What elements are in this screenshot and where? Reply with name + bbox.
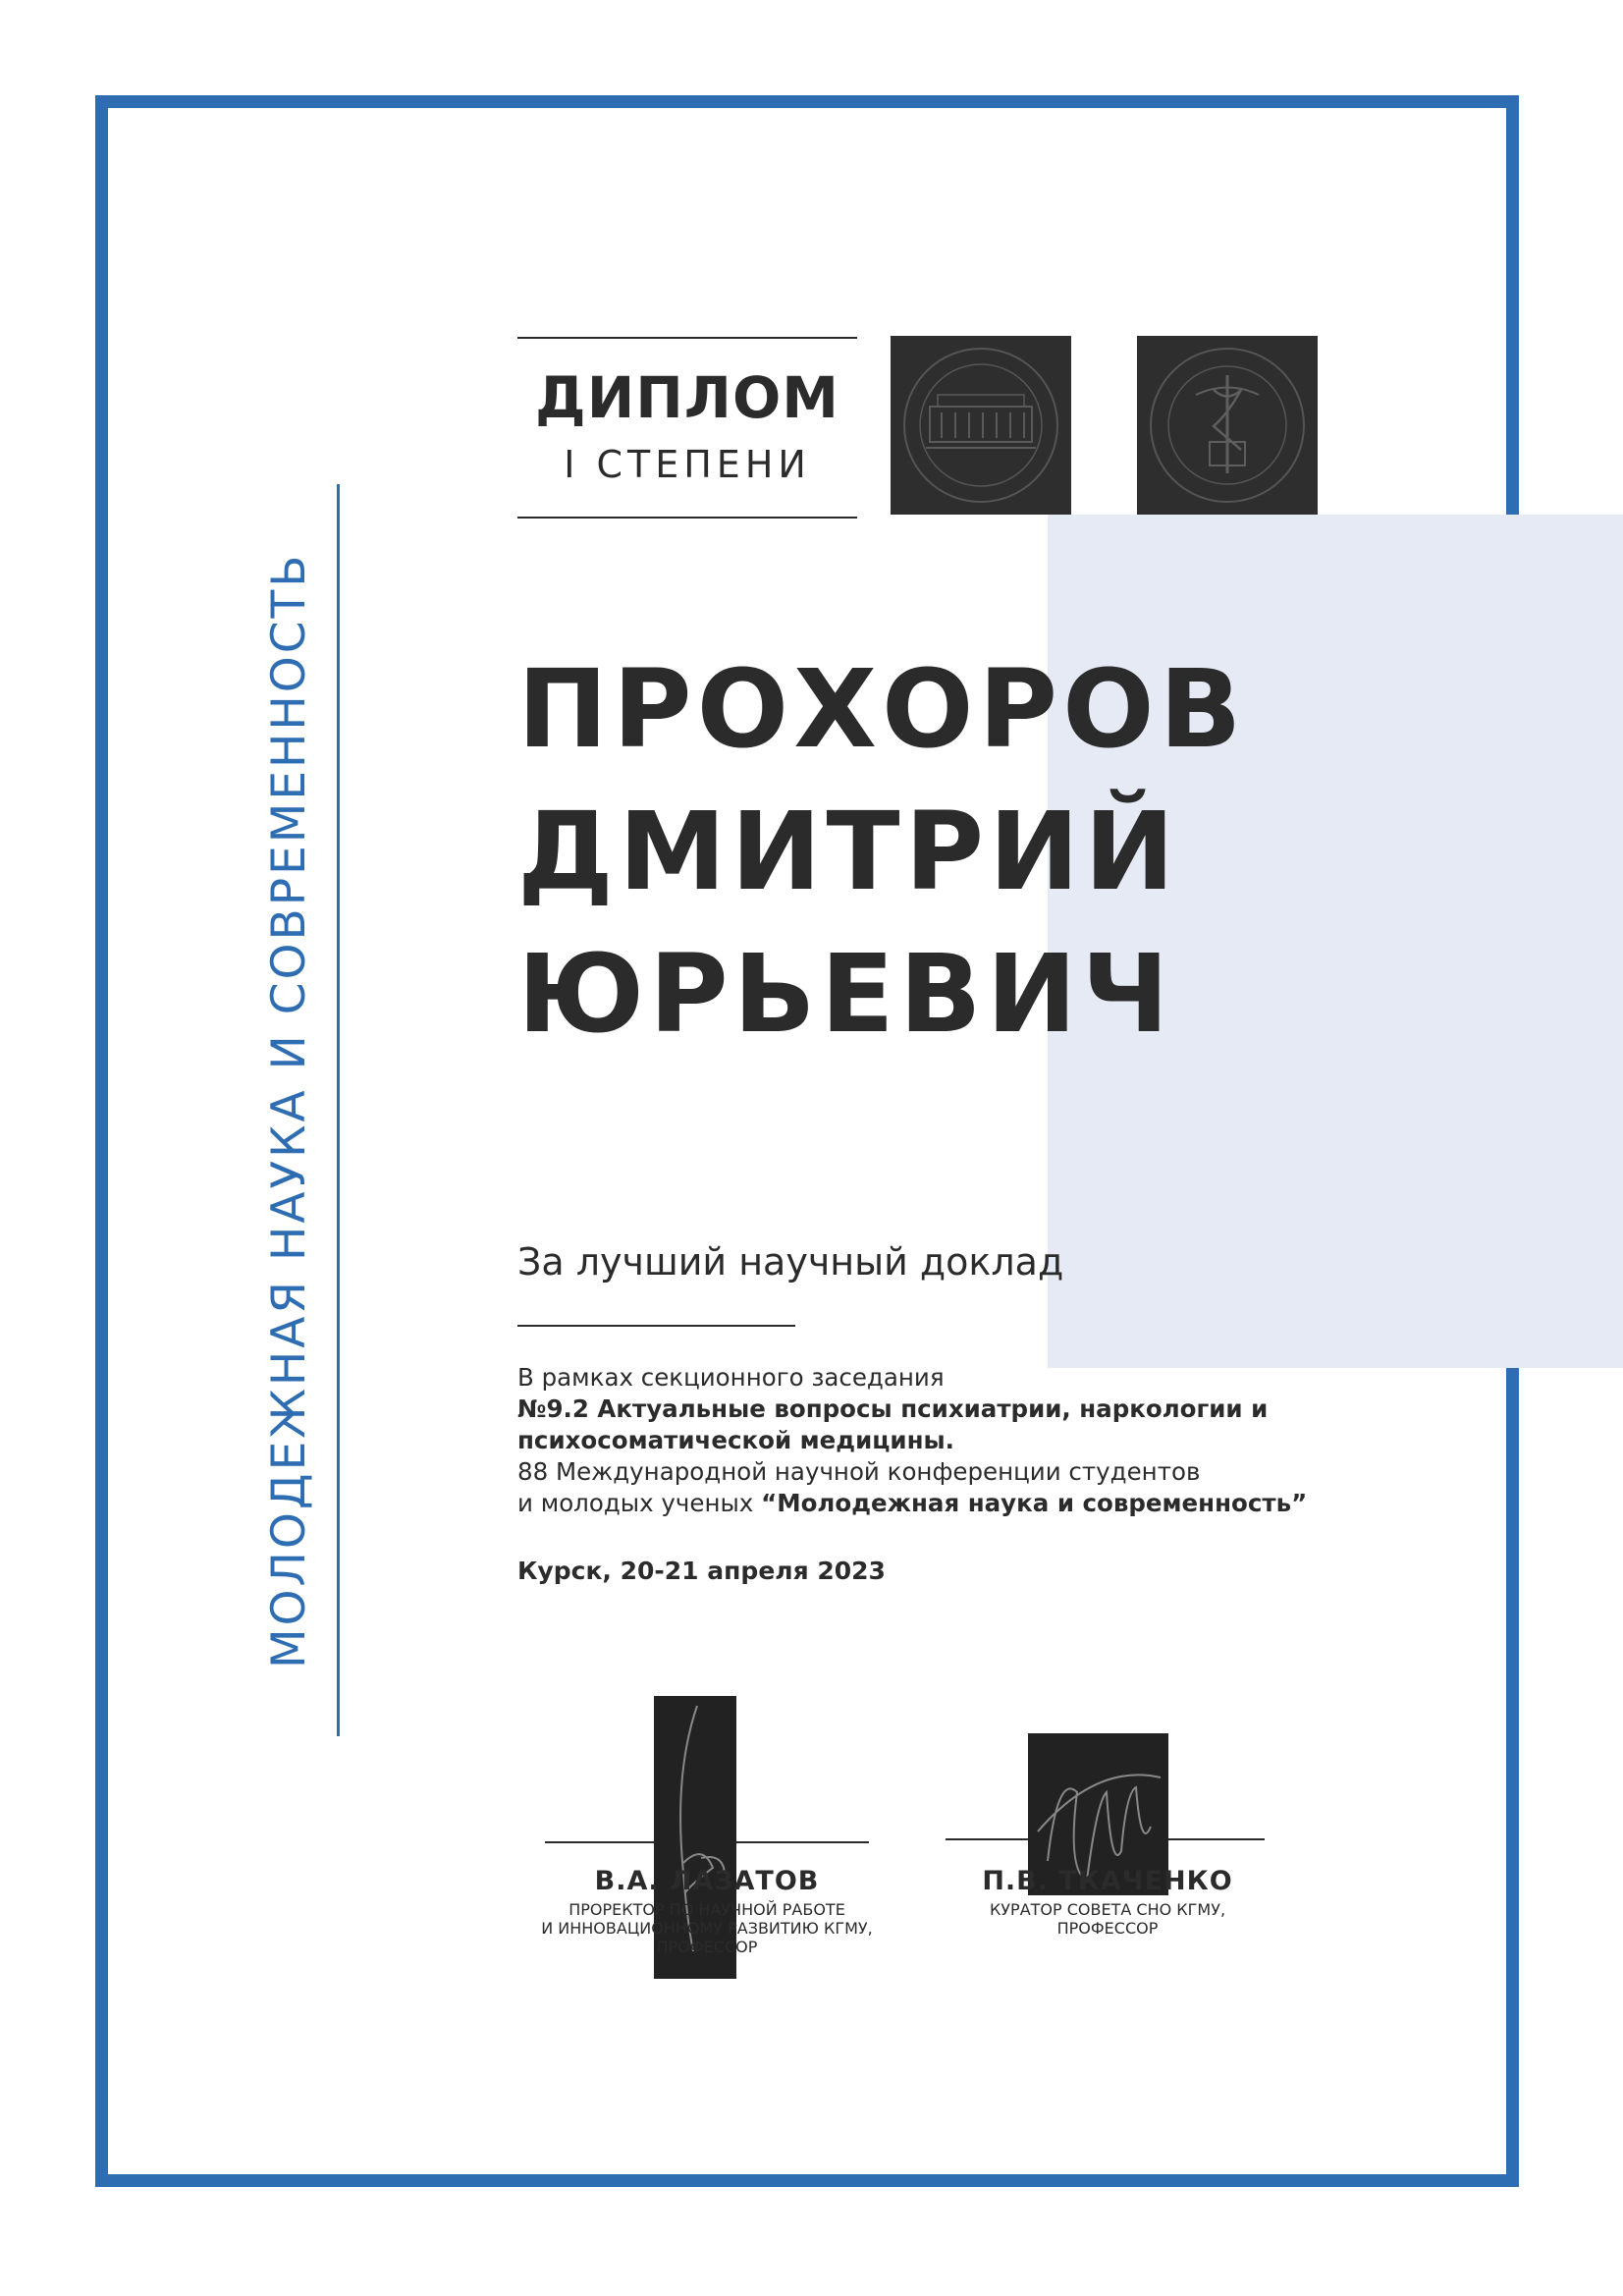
university-seal-icon <box>891 336 1071 515</box>
signer-1-role <box>491 1900 923 1956</box>
award-divider <box>517 1325 795 1327</box>
section-title-line1: №9.2 Актуальные вопросы психиатрии, наркологии и <box>517 1394 1269 1423</box>
details-intro: В рамках секционного заседания <box>517 1363 945 1392</box>
conference-prefix: и молодых ученых <box>517 1489 762 1517</box>
signer-2-name: П.В. ТКАЧЕНКО <box>982 1866 1233 1896</box>
side-title: МОЛОДЕЖНАЯ НАУКА И СОВРЕМЕННОСТЬ <box>262 552 316 1668</box>
diploma-degree: I СТЕПЕНИ <box>564 443 811 486</box>
conference-name: “Молодежная наука и современность” <box>761 1489 1308 1517</box>
signer-1-name: В.А. ЛАЗАТОВ <box>594 1866 820 1896</box>
signer-2 <box>896 1866 1319 1938</box>
recipient-patronymic: ЮРЬЕВИЧ <box>517 931 1174 1057</box>
conference-line1: 88 Международной научной конференции студентов <box>517 1457 1201 1486</box>
side-title-block <box>250 484 344 1736</box>
signer-1-role-line2: И ИННОВАЦИОННОМУ РАЗВИТИЮ КГМУ, <box>541 1919 873 1938</box>
conference-line2 <box>517 1488 1401 1519</box>
student-society-seal-icon <box>1137 336 1318 515</box>
section-title-line2: психосоматической медицины. <box>517 1426 954 1454</box>
place-date: Курск, 20-21 апреля 2023 <box>517 1557 886 1585</box>
side-title-rule <box>337 484 340 1736</box>
signer-2-role <box>896 1900 1319 1938</box>
signer-2-role-line1: КУРАТОР СОВЕТА СНО КГМУ, <box>989 1900 1226 1919</box>
award-text: За лучший научный доклад <box>517 1240 1064 1284</box>
diploma-header <box>517 337 857 519</box>
diploma-title: ДИПЛОМ <box>535 364 839 431</box>
recipient-first-name: ДМИТРИЙ <box>517 789 1180 914</box>
signer-1-role-line1: ПРОРЕКТОР ПО НАУЧНОЙ РАБОТЕ <box>568 1900 845 1919</box>
signer-1-role-line3: ПРОФЕССОР <box>656 1938 758 1956</box>
recipient-surname: ПРОХОРОВ <box>517 646 1247 772</box>
signer-1 <box>491 1866 923 1956</box>
award-details <box>517 1362 1401 1519</box>
signer-2-role-line2: ПРОФЕССОР <box>1056 1919 1159 1938</box>
recipient-name <box>517 638 1323 1066</box>
